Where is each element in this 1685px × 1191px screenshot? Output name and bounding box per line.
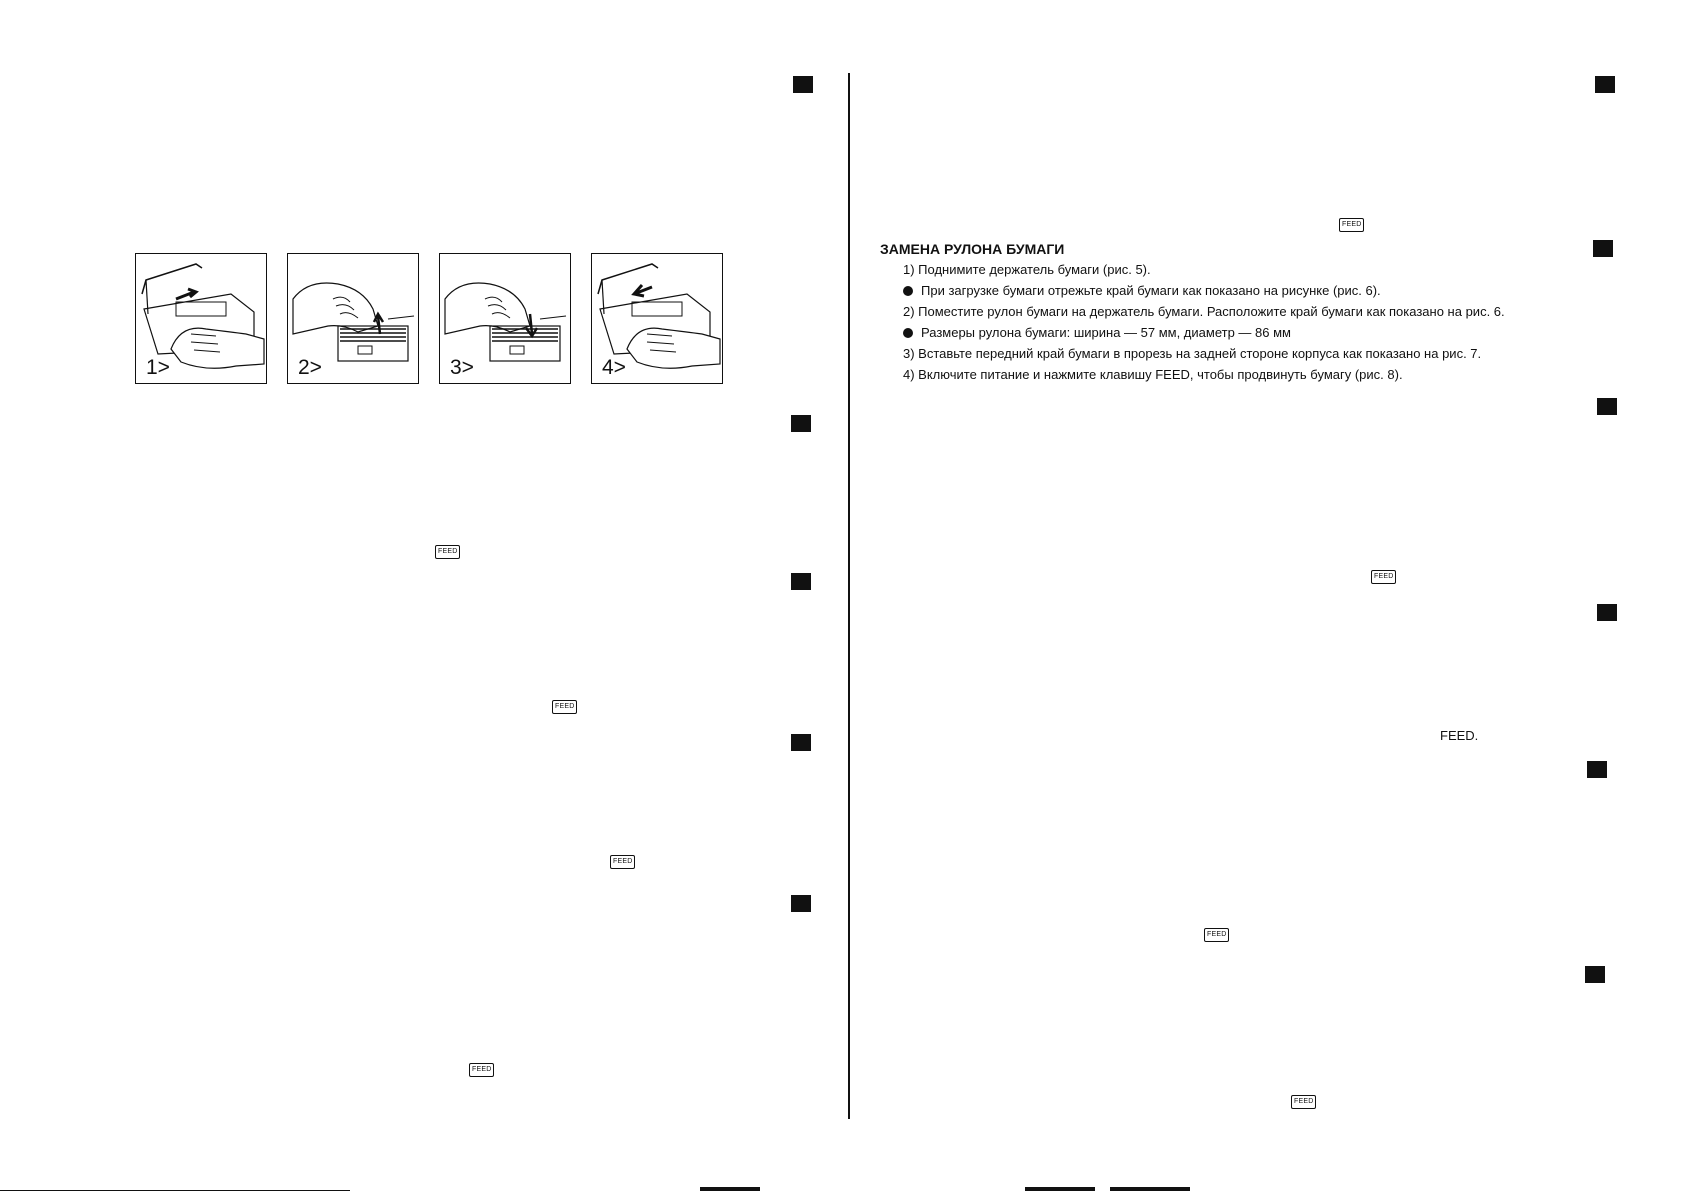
- figure-3: [439, 253, 571, 384]
- step-1: 1) Поднимите держатель бумаги (рис. 5).: [903, 262, 1151, 277]
- page-marker: [1597, 604, 1617, 621]
- figure-3-label: 3>: [450, 356, 474, 379]
- page-marker: [1595, 76, 1615, 93]
- footer-fragment: [1025, 1187, 1095, 1191]
- footer-fragment: [1110, 1187, 1190, 1191]
- step-4: 4) Включите питание и нажмите клавишу FEED, чтобы продвинуть бумагу (рис. 8).: [903, 367, 1403, 382]
- page-marker: [1597, 398, 1617, 415]
- figure-4: [591, 253, 723, 384]
- page-marker: [1593, 240, 1613, 257]
- feed-key-icon: FEED: [1339, 218, 1364, 232]
- bullet-icon: [903, 328, 913, 338]
- feed-key-icon: FEED: [1204, 928, 1229, 942]
- figure-2-label: 2>: [298, 356, 322, 379]
- figure-1: [135, 253, 267, 384]
- note-roll-size: Размеры рулона бумаги: ширина — 57 мм, диаметр — 86 мм: [921, 325, 1291, 340]
- page-marker: [1585, 966, 1605, 983]
- feed-key-icon: FEED: [610, 855, 635, 869]
- step-3: 3) Вставьте передний край бумаги в прорезь на задней стороне корпуса как показано на рис. 7.: [903, 346, 1482, 361]
- feed-instruction-end: FEED.: [1440, 728, 1479, 743]
- page-marker: [791, 573, 811, 590]
- feed-key-icon: FEED: [469, 1063, 494, 1077]
- footer-fragment: [700, 1187, 760, 1191]
- section-title: ЗАМЕНА РУЛОНА БУМАГИ: [880, 241, 1065, 257]
- page-marker: [793, 76, 813, 93]
- figure-2: [287, 253, 419, 384]
- feed-key-icon: FEED: [1371, 570, 1396, 584]
- step-2: 2) Поместите рулон бумаги на держатель бумаги. Расположите край бумаги как показано на рис. 6.: [903, 304, 1505, 319]
- bullet-icon: [903, 286, 913, 296]
- page-marker: [1587, 761, 1607, 778]
- note-cut-edge: При загрузке бумаги отрежьте край бумаги как показано на рисунке (рис. 6).: [921, 283, 1381, 298]
- page-marker: [791, 895, 811, 912]
- figure-1-label: 1>: [146, 356, 170, 379]
- feed-key-icon: FEED: [552, 700, 577, 714]
- column-divider: [848, 73, 850, 1119]
- page-marker: [791, 734, 811, 751]
- feed-key-icon: FEED: [435, 545, 460, 559]
- feed-key-icon: FEED: [1291, 1095, 1316, 1109]
- figure-4-label: 4>: [602, 356, 626, 379]
- page-marker: [791, 415, 811, 432]
